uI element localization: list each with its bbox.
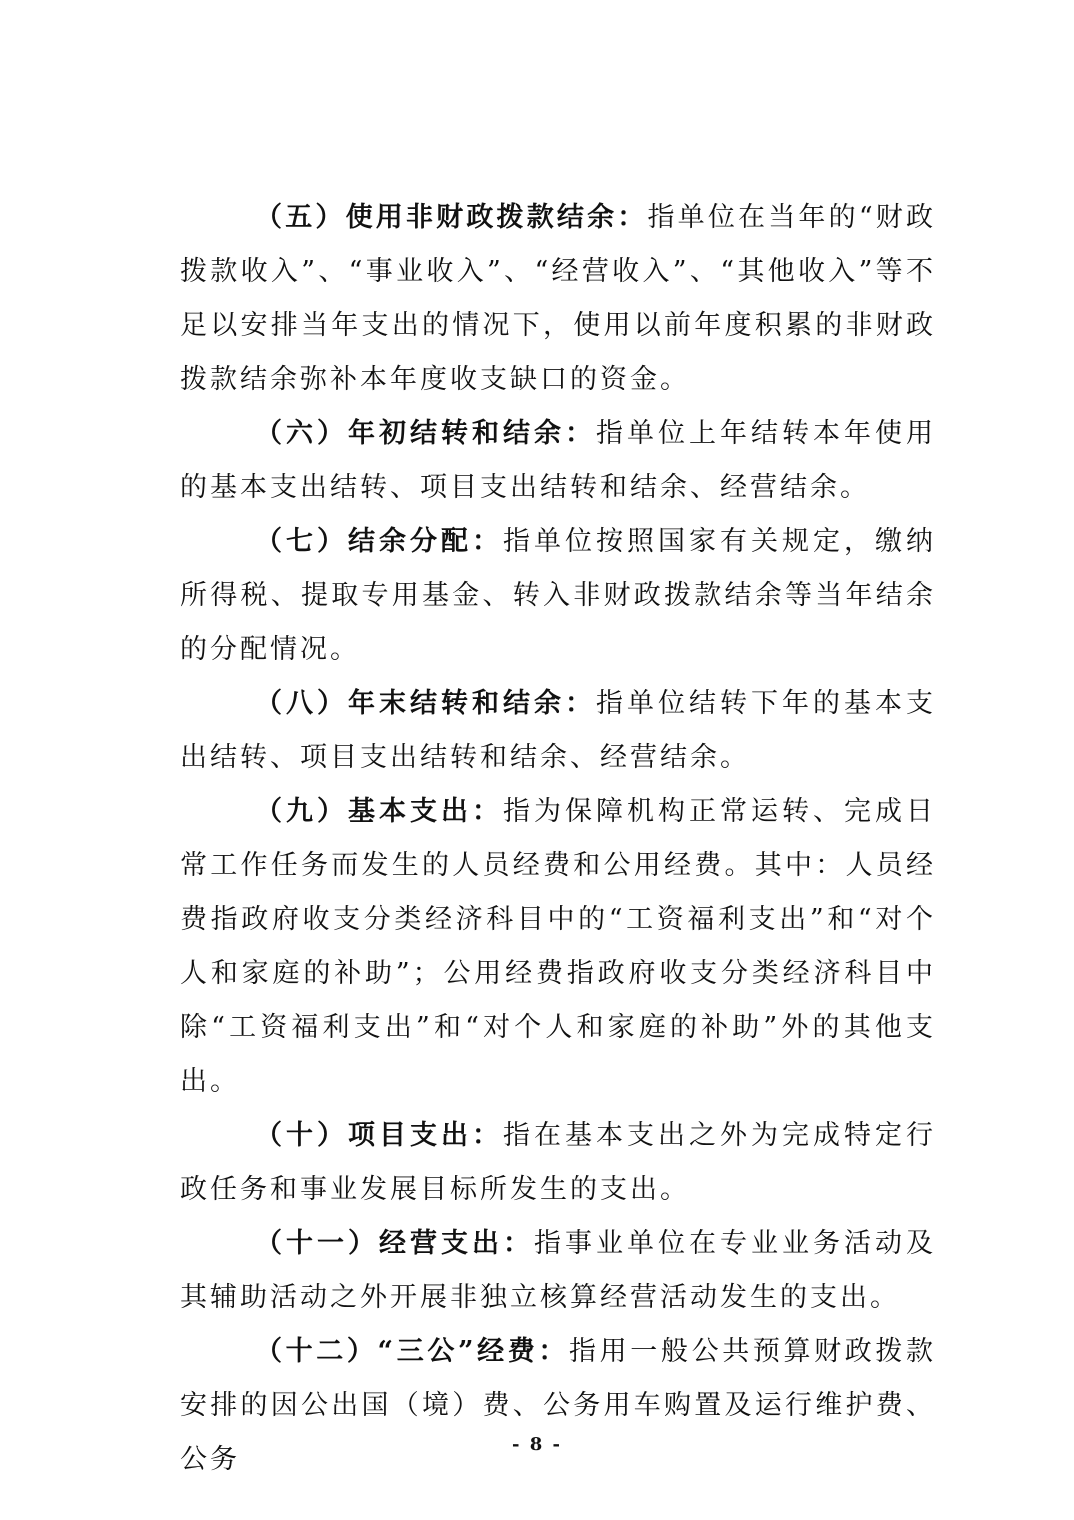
term-heading: （六）年初结转和结余：	[255, 418, 596, 449]
term-heading: （七）结余分配：	[255, 526, 503, 557]
term-definition: 指用一般公共预算财政拨款安排的因公出国（境）费、公务用车购置及运行维护费、公务	[180, 1336, 936, 1475]
term-heading: （十二）“三公”经费：	[255, 1336, 570, 1367]
term-heading: （五）使用非财政拨款结余：	[255, 202, 648, 233]
term-definition: 指单位按照国家有关规定，缴纳所得税、提取专用基金、转入非财政拨款结余等当年结余的分配情况。	[180, 526, 936, 665]
paragraph-11	[180, 1217, 936, 1325]
term-definition: 指单位结转下年的基本支出结转、项目支出结转和结余、经营结余。	[180, 688, 936, 773]
term-definition: 指单位在当年的“财政拨款收入”、“事业收入”、“经营收入”、“其他收入”等不足以安排当年支出的情况下，使用以前年度积累的非财政拨款结余弥补本年度收支缺口的资金。	[180, 202, 937, 395]
document-body	[180, 191, 936, 1487]
paragraph-8	[180, 677, 936, 785]
term-definition: 指为保障机构正常运转、完成日常工作任务而发生的人员经费和公用经费。其中：人员经费指政府收支分类经济科目中的“工资福利支出”和“对个人和家庭的补助”；公用经费指政府收支分类经济科目中除“工资福利支出”和“对个人和家庭的补助”外的其他支出。	[180, 796, 936, 1097]
paragraph-5	[180, 191, 936, 407]
paragraph-6	[180, 407, 936, 515]
term-definition: 指在基本支出之外为完成特定行政任务和事业发展目标所发生的支出。	[180, 1120, 936, 1205]
term-definition: 指事业单位在专业业务活动及其辅助活动之外开展非独立核算经营活动发生的支出。	[180, 1228, 936, 1313]
paragraph-9	[180, 785, 936, 1109]
term-heading: （十一）经营支出：	[255, 1228, 534, 1259]
term-heading: （十）项目支出：	[255, 1120, 503, 1151]
paragraph-10	[180, 1109, 936, 1217]
term-heading: （九）基本支出：	[255, 796, 503, 827]
paragraph-12	[180, 1325, 936, 1487]
paragraph-7	[180, 515, 936, 677]
page-number: - 8 -	[512, 1434, 562, 1455]
term-definition: 指单位上年结转本年使用的基本支出结转、项目支出结转和结余、经营结余。	[180, 418, 936, 503]
term-heading: （八）年末结转和结余：	[255, 688, 596, 719]
